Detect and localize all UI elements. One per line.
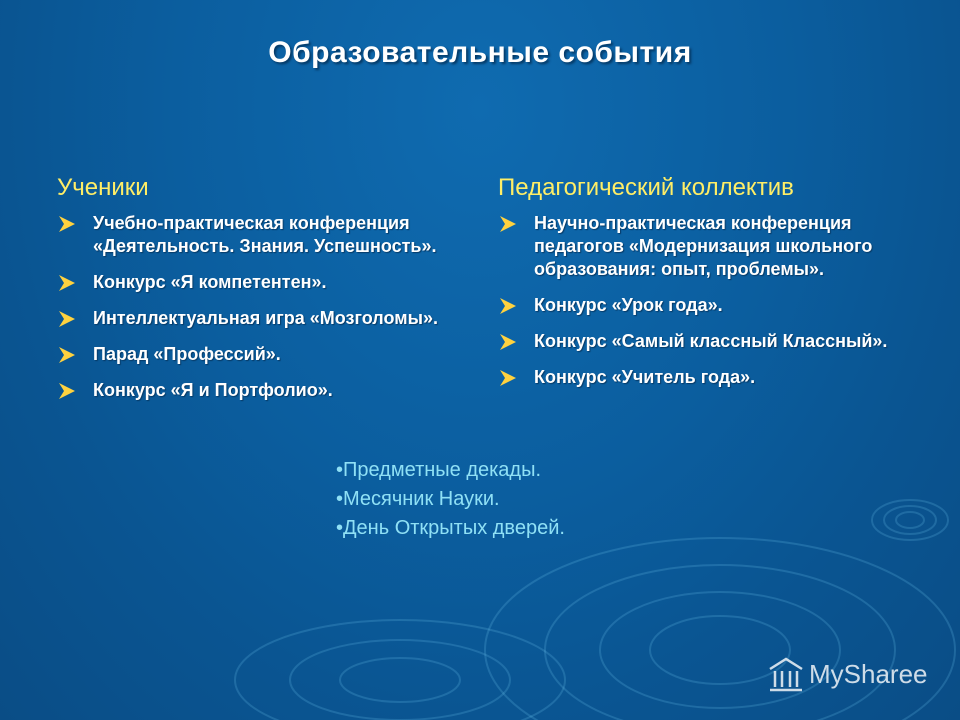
list-item: Интеллектуальная игра «Мозголомы». bbox=[57, 307, 457, 330]
arrow-bullet-icon bbox=[59, 347, 75, 363]
students-list bbox=[57, 212, 457, 415]
list-item: Конкурс «Я и Портфолио». bbox=[57, 379, 457, 402]
teachers-list bbox=[498, 212, 908, 402]
students-heading: Ученики bbox=[57, 174, 149, 201]
list-item: Парад «Профессий». bbox=[57, 343, 457, 366]
list-item: Конкурс «Урок года». bbox=[498, 294, 908, 317]
list-item: Конкурс «Учитель года». bbox=[498, 366, 908, 389]
myshared-logo-icon bbox=[767, 655, 805, 693]
list-item: Конкурс «Самый классный Классный». bbox=[498, 330, 908, 353]
arrow-bullet-icon bbox=[500, 216, 516, 232]
events-list bbox=[336, 456, 565, 543]
teachers-heading: Педагогический коллектив bbox=[498, 174, 794, 201]
arrow-bullet-icon bbox=[59, 216, 75, 232]
watermark-logo[interactable] bbox=[767, 654, 928, 694]
arrow-bullet-icon bbox=[500, 298, 516, 314]
arrow-bullet-icon bbox=[500, 334, 516, 350]
list-item: •Предметные декады. bbox=[336, 459, 542, 481]
list-item: Конкурс «Я компетентен». bbox=[57, 271, 457, 294]
list-item: Научно-практическая конференция педагогов «Модернизация школьного образования: опыт, проблемы». bbox=[498, 212, 908, 281]
arrow-bullet-icon bbox=[59, 275, 75, 291]
list-item: Учебно-практическая конференция «Деятельность. Знания. Успешность». bbox=[57, 212, 457, 258]
slide-title: Образовательные события bbox=[268, 36, 692, 69]
list-item: •День Открытых дверей. bbox=[336, 517, 565, 539]
watermark-text: MySharee bbox=[809, 658, 928, 689]
arrow-bullet-icon bbox=[59, 311, 75, 327]
arrow-bullet-icon bbox=[500, 370, 516, 386]
arrow-bullet-icon bbox=[59, 383, 75, 399]
list-item: •Месячник Науки. bbox=[336, 488, 500, 510]
